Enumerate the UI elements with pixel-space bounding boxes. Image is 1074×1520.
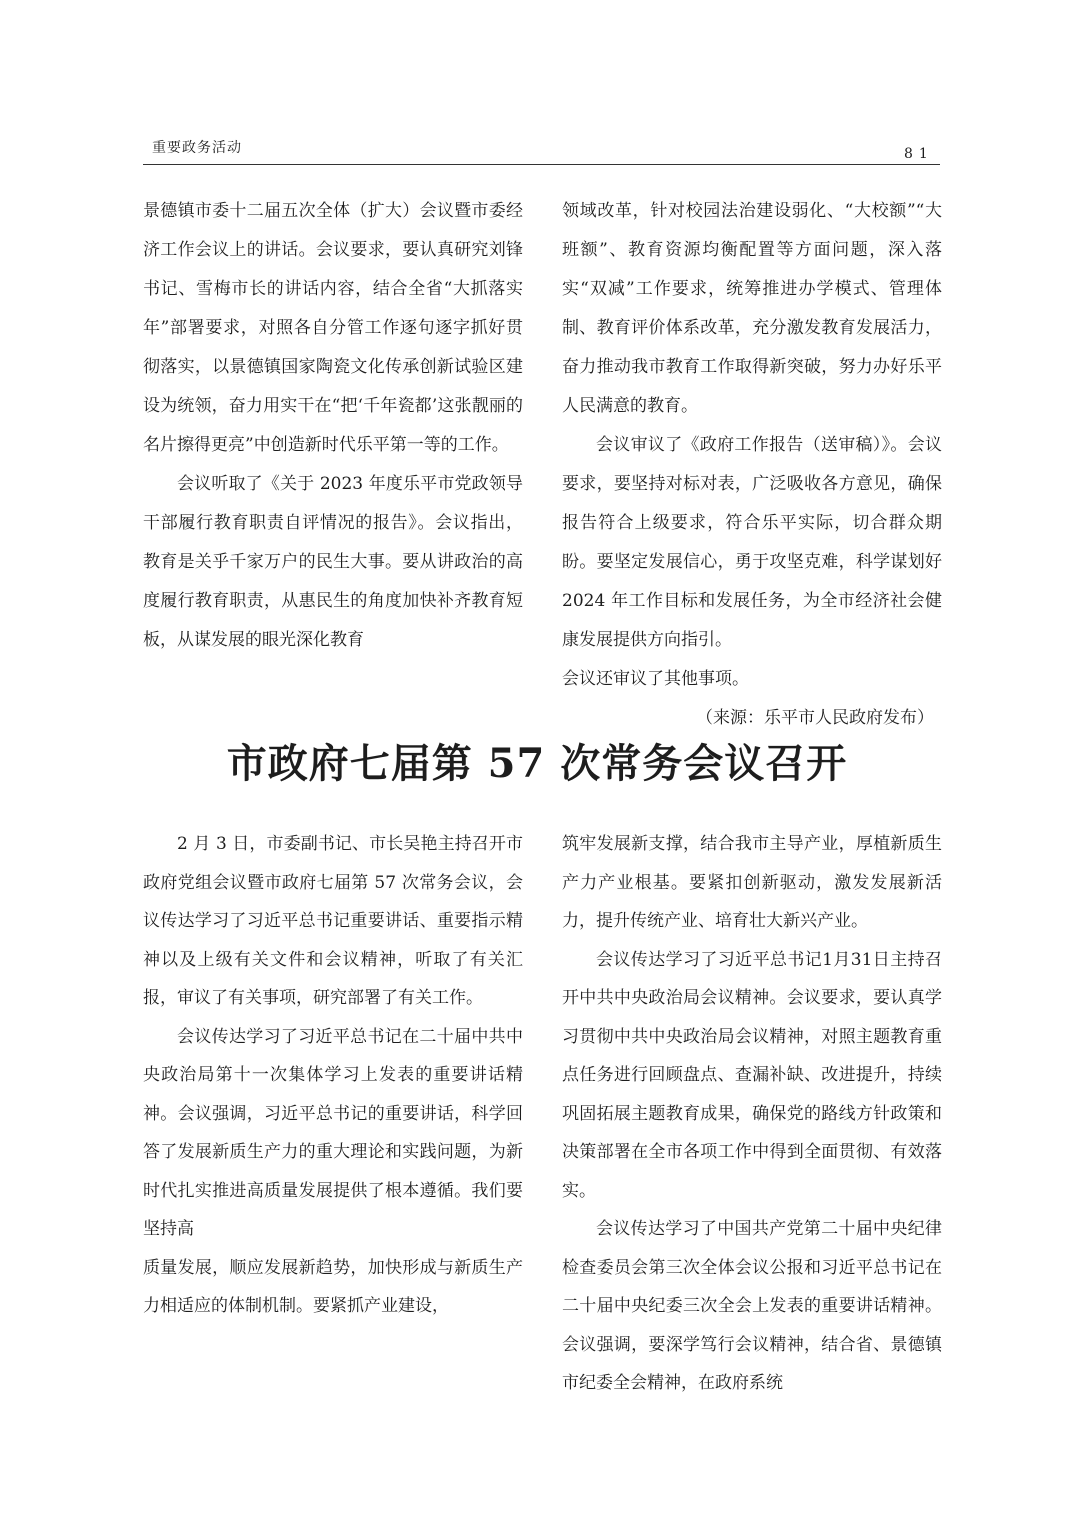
article-right-column: [562, 825, 942, 1403]
paragraph: 会议审议了《政府工作报告（送审稿）》。会议要求，要坚持对标对表，广泛吸收各方意见，确保报告符合上级要求，符合乐平实际，切合群众期盼。要坚定发展信心，勇于攻坚克难，科学谋划好 2024 年工作目标和发展任务，为全市经济社会健康发展提供方向指引。: [562, 435, 942, 650]
paragraph: 会议还审议了其他事项。: [562, 669, 749, 689]
running-header-title: 重要政务活动: [152, 140, 242, 156]
paragraph: 筑牢发展新支撑，结合我市主导产业，厚植新质生产力产业根基。要紧扣创新驱动，激发发展新活力，提升传统产业、培育壮大新兴产业。: [562, 834, 942, 931]
header-rule: [143, 164, 940, 165]
paragraph: 会议传达学习了习近平总书记1月31日主持召开中共中央政治局会议精神。会议要求，要认真学习贯彻中共中央政治局会议精神，对照主题教育重点任务进行回顾盘点、查漏补缺、改进提升，持续巩固拓展主题教育成果，确保党的路线方针政策和决策部署在全市各项工作中得到全面贯彻、有效落实。: [562, 949, 942, 1201]
previous-article-right-column: [562, 192, 942, 738]
article-left-column: [143, 825, 523, 1326]
paragraph: 会议听取了《关于 2023 年度乐平市党政领导干部履行教育职责自评情况的报告》。会议指出，教育是关乎千家万户的民生大事。要从讲政治的高度履行教育职责，从惠民生的角度加快补齐教育短板，从谋发展的眼光深化教育: [143, 474, 523, 650]
paragraph: 质量发展，顺应发展新趋势，加快形成与新质生产力相适应的体制机制。要紧抓产业建设，: [143, 1257, 523, 1316]
paragraph: 会议传达学习了习近平总书记在二十届中共中央政治局第十一次集体学习上发表的重要讲话精神。会议强调，习近平总书记的重要讲话，科学回答了发展新质生产力的重大理论和实践问题，为新时代扎实推进高质量发展提供了根本遵循。我们要坚持高: [143, 1026, 523, 1239]
paragraph: 2 月 3 日，市委副书记、市长吴艳主持召开市政府党组会议暨市政府七届第 57 次常务会议，会议传达学习了习近平总书记重要讲话、重要指示精神以及上级有关文件和会议精神，听取了有关汇报，审议了有关事项，研究部署了有关工作。: [143, 834, 523, 1008]
source-note: （来源：乐平市人民政府发布）: [696, 708, 934, 728]
previous-article-left-column: [143, 192, 523, 660]
article-title: 市政府七届第 57 次常务会议召开: [226, 740, 848, 787]
paragraph: 领域改革，针对校园法治建设弱化、“大校额”“大班额”、教育资源均衡配置等方面问题，深入落实“双减”工作要求，统筹推进办学模式、管理体制、教育评价体系改革，充分激发教育发展活力，奋力推动我市教育工作取得新突破，努力办好乐平人民满意的教育。: [562, 201, 942, 416]
paragraph: 会议传达学习了中国共产党第二十届中央纪律检查委员会第三次全体会议公报和习近平总书记在二十届中央纪委三次全会上发表的重要讲话精神。会议强调，要深学笃行会议精神，结合省、景德镇市纪委全会精神，在政府系统: [562, 1219, 942, 1393]
page-number: 81: [904, 146, 934, 162]
paragraph: 景德镇市委十二届五次全体（扩大）会议暨市委经济工作会议上的讲话。会议要求，要认真研究刘锋书记、雪梅市长的讲话内容，结合全省“大抓落实年”部署要求，对照各自分管工作逐句逐字抓好贯彻落实，以景德镇国家陶瓷文化传承创新试验区建设为统领，奋力用实干在“把‘千年瓷都’这张靓丽的名片擦得更亮”中创造新时代乐平第一等的工作。: [143, 201, 523, 455]
